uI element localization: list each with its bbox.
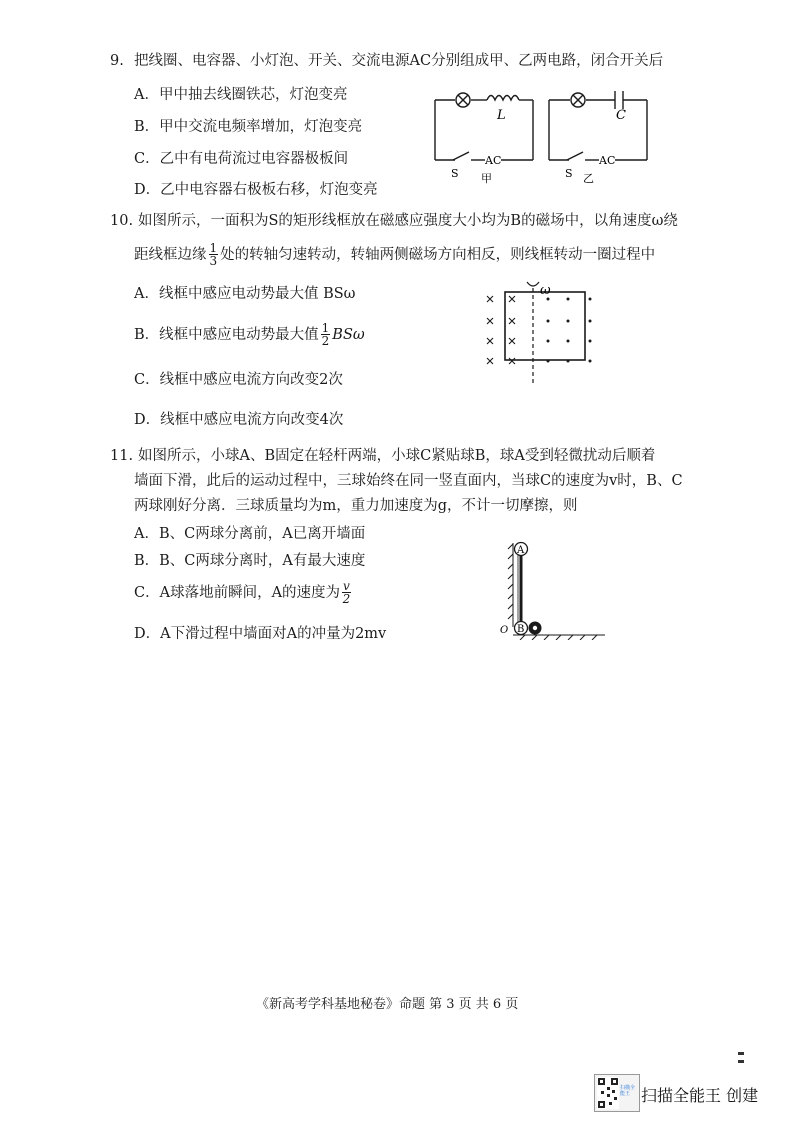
q11-wall-rod-figure [495,535,610,640]
q10-number: 10. [110,213,134,229]
q10-stem-line2-post: 处的转轴匀速转动，转轴两侧磁场方向相反，则线框转动一圈过程中 [220,246,656,263]
q10-stem-line2-pre: 距线框边缘 [134,246,207,263]
scanner-brand: 扫描全能王 创建 [641,1086,759,1105]
q11-option-c-pre: C．A球落地前瞬间，A的速度为 [134,584,341,601]
q11-stem-line2: 墙面下滑，此后的运动过程中，三球始终在同一竖直面内，当球C的速度为v时，B、C [134,473,683,489]
rectangular-loop [505,292,585,360]
source-label-a: AC [485,154,502,167]
q10-option-b-fraction [321,322,331,347]
q9-circuit-figure [425,85,675,185]
circuit-a [435,93,533,160]
ground-hatching [513,635,605,640]
q11-option-c [134,580,353,605]
q11-stem-line3: 两球刚好分离．三球质量均为m，重力加速度为g，不计一切摩擦，则 [134,498,578,514]
circuit-b-label: 乙 [583,172,594,185]
circuit-b [549,91,647,160]
qr-code-icon [597,1077,619,1109]
page-footer: 《新高考学科基地秘卷》命题 第 3 页 共 6 页 [256,997,519,1012]
capacitor-label: C [616,108,626,123]
q11-option-d: D．A下滑过程中墙面对A的冲量为2mv [134,626,387,642]
switch-label-a: S [451,167,459,180]
q10-option-d: D．线框中感应电流方向改变4次 [134,412,344,428]
q9-stem: 把线圈、电容器、小灯泡、开关、交流电源AC分别组成甲、乙两电路，闭合开关后 [134,53,664,69]
scanner-logo [594,1074,640,1112]
inductor-label: L [497,108,506,123]
q10-frac-den: 3 [209,254,218,268]
q10-option-b-frac-den: 2 [321,334,330,348]
q10-fraction [209,242,219,267]
q11-stem-line1: 如图所示，小球A、B固定在轻杆两端，小球C紧贴球B，球A受到轻微扰动后顺着 [138,448,656,464]
rotation-arrow-icon [527,282,539,286]
q10-option-c: C．线框中感应电流方向改变2次 [134,372,343,388]
q11-option-c-frac-den: 2 [342,592,351,606]
q10-option-b [134,322,365,347]
wall-hatching [508,543,513,627]
q11-number: 11. [110,448,134,464]
ball-a-label: A [517,545,525,556]
ball-b-label: B [517,624,525,635]
inductor-icon [487,96,519,101]
field-into-page-crosses [487,296,515,364]
q9-option-d: D．乙中电容器右极板右移，灯泡变亮 [134,182,378,198]
q10-option-b-post: BSω [332,326,365,343]
q10-option-b-pre: B．线框中感应电动势最大值 [134,326,319,343]
q9-option-c: C．乙中有电荷流过电容器极板间 [134,151,349,167]
q9-option-a: A．甲中抽去线圈铁芯，灯泡变亮 [134,87,348,103]
q11-option-c-fraction [342,580,351,605]
q10-frac-num: 1 [209,241,218,255]
circuit-a-label: 甲 [481,172,492,185]
omega-label: ω [540,283,551,298]
scanner-qr-caption: 扫描全能王 [620,1085,636,1097]
q9-number: 9. [110,53,124,69]
q10-stem-line2 [134,242,655,267]
switch-label-b: S [565,167,573,180]
source-label-b: AC [599,154,616,167]
q11-option-b: B．B、C两球分离时，A有最大速度 [134,553,366,569]
q10-option-a: A．线框中感应电动势最大值 BSω [134,286,356,302]
q10-magnetic-field-figure [478,280,608,385]
q10-stem-line1: 如图所示，一面积为S的矩形线框放在磁感应强度大小均为B的磁场中，以角速度ω绕 [138,213,678,229]
origin-label: O [500,625,509,636]
q11-option-c-frac-num: v [343,579,350,593]
q9-option-b: B．甲中交流电频率增加，灯泡变亮 [134,119,363,135]
q10-option-b-frac-num: 1 [321,321,330,335]
scan-mark [738,1052,744,1055]
q11-option-a: A．B、C两球分离前，A已离开墙面 [134,526,366,542]
